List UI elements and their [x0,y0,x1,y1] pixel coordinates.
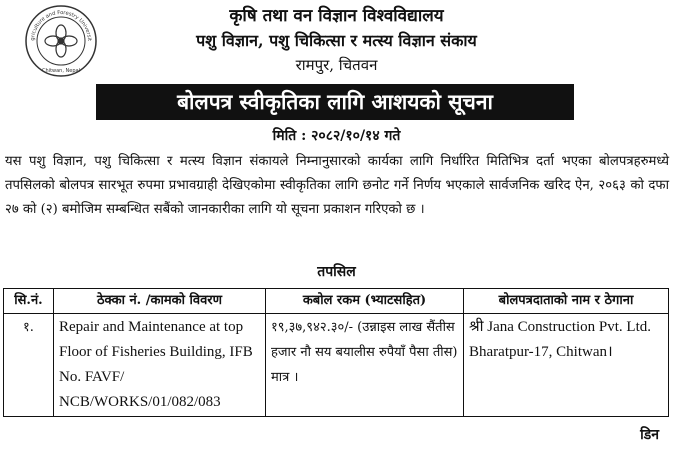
header-bidder: बोलपत्रदाताको नाम र ठेगाना [464,289,669,314]
logo-bottom-text: Chitwan, Nepal [42,68,80,74]
notice-date: मिति : २०८२/१०/१४ गते [272,128,401,144]
cell-amount: १९,३७,९४२.३०/- (उन्नाइस लाख सैंतीस हजार नौ सय बयालीस रुपैयाँ पैसा तीस) मात्र । [266,314,464,417]
notice-title: बोलपत्र स्वीकृतिका लागि आशयको सूचना [96,84,574,120]
university-name: कृषि तथा वन विज्ञान विश्वविद्यालय [229,6,444,26]
header-description: ठेक्का नं. /कामको विवरण [54,289,266,314]
cell-serial: १. [4,314,54,417]
cell-description: Repair and Maintenance at top Floor of Fisheries Building, IFB No. FAVF/ NCB/WORKS/01/082/083 [54,314,266,417]
cell-bidder: श्री Jana Construction Pvt. Ltd. Bharatpur-17, Chitwan। [464,314,669,417]
header-serial: सि.नं. [4,289,54,314]
details-heading: तपसिल [317,264,356,280]
table-header-row [4,289,669,314]
signature-label: डिन [640,427,659,443]
bid-table [3,288,669,417]
header-amount: कबोल रकम (भ्याटसहित) [266,289,464,314]
notice-body: यस पशु विज्ञान, पशु चिकित्सा र मत्स्य विज्ञान संकायले निम्नानुसारको कार्यका लागि निर्धारित मितिभित्र दर्ता भएका बोलपत्रहरुमध्ये तपसिलको बोलपत्र सारभूत रुपमा प्रभावग्राही देखिएकोमा स्वीकृतिका लागि छनोट गर्ने निर्णय भएकाले सार्वजनिक खरिद ऐन, २०६३ को दफा २७ को (२) बमोजिम सम्बन्धित सबैंको जानकारीका लागि यो सूचना प्रकाशन गरिएको छ । [5,154,669,217]
faculty-name: पशु विज्ञान, पशु चिकित्सा र मत्स्य विज्ञान संकाय [196,31,477,50]
location: रामपुर, चितवन [295,56,378,74]
table-row [4,314,669,417]
logo-ring-text: griculture and Forestry Universit [29,9,93,42]
